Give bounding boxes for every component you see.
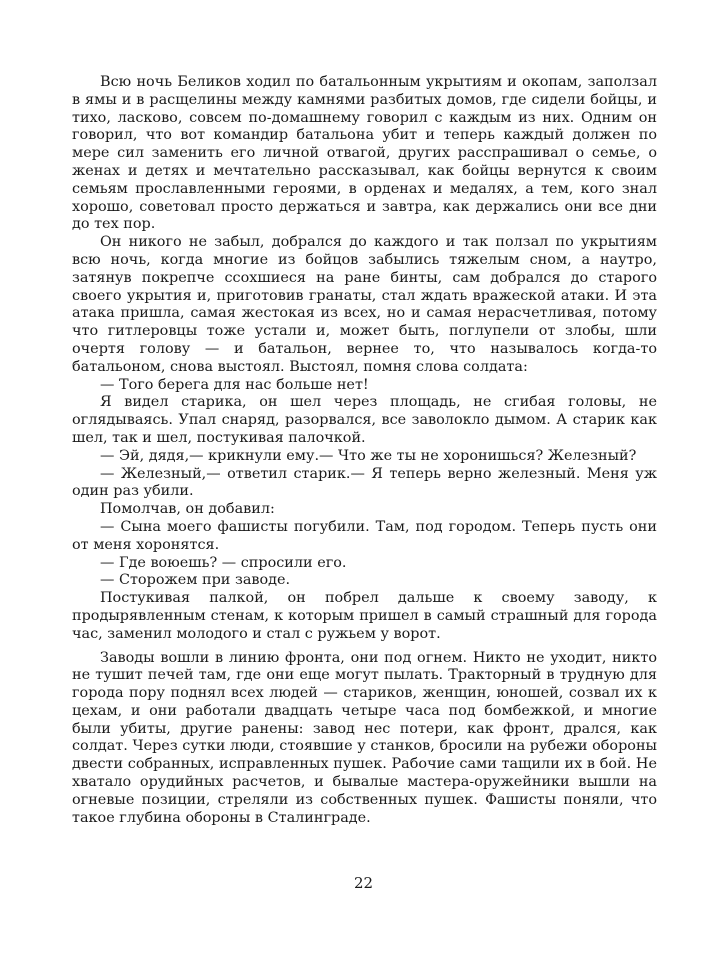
text-column: [72, 74, 657, 827]
paragraph: — Железный,— ответил старик.— Я теперь верно железный. Меня уж один раз убили.: [72, 465, 657, 500]
paragraph: — Где воюешь? — спросили его.: [100, 554, 347, 571]
paragraph: Постукивая палкой, он побрел дальше к своему заводу, к продырявленным стенам, к которым пришел в самый страшный для города час, заменил молодого и стал с ружьем у ворот.: [72, 590, 657, 642]
paragraph: — Сына моего фашисты погубили. Там, под городом. Теперь пусть они от меня хоронятся.: [72, 518, 657, 553]
paragraph: Помолчав, он добавил:: [100, 501, 275, 518]
paragraph: Всю ночь Беликов ходил по батальонным укрытиям и окопам, заползал в ямы и в расщелины между камнями разбитых домов, где сидели бойцы, и тихо, ласково, совсем по-домашнему говорил с каждым из них. Одним он говорил, что вот командир батальона убит и теперь каждый должен по мере сил заменить его личной отвагой, других расспрашивал о семье, о женах и детях и мечтательно рассказывал, как бойцы вернутся к своим семьям прославленными героями, в орденах и медалях, а тем, кого знал хорошо, советовал просто держаться и завтра, как держались они все дни до тех пор.: [72, 74, 657, 233]
paragraph: — Сторожем при заводе.: [100, 572, 291, 589]
paragraph: Заводы вошли в линию фронта, они под огнем. Никто не уходит, никто не тушит печей там, где они еще могут пылать. Тракторный в трудную для города пору поднял всех людей — стариков, женщин, юношей, созвал их к цехам, и они работали двадцать четыре часа под бомбежкой, и многие были убиты, другие ранены: завод нес потери, как фронт, дрался, как солдат. Через сутки люди, стоявшие у станков, бросили на рубежи обороны двести собранных, исправленных пушек. Рабочие сами тащили их в бой. Не хватало орудийных расчетов, и бывалые мастера-оружейники вышли на огневые позиции, стреляли из собственных пушек. Фашисты поняли, что такое глубина обороны в Сталинграде.: [72, 649, 657, 826]
page-body: [72, 74, 657, 827]
paragraph: Я видел старика, он шел через площадь, не сгибая головы, не оглядываясь. Упал снаряд, разорвался, все заволокло дымом. А старик как шел, так и шел, постукивая палочкой.: [72, 394, 657, 446]
paragraph: — Эй, дядя,— крикнули ему.— Что же ты не хоронишься? Железный?: [100, 447, 637, 464]
paragraph: — Того берега для нас больше нет!: [100, 376, 369, 393]
page-number: 22: [353, 874, 374, 892]
paragraph: Он никого не забыл, добрался до каждого и так ползал по укрытиям всю ночь, когда многие из бойцов забылись тяжелым сном, а наутро, затянув покрепче ссохшиеся на ране бинты, сам добрался до старого своего укрытия и, приготовив гранаты, стал ждать вражеской атаки. И эта атака пришла, самая жестокая из всех, но и самая нерасчетливая, потому что гитлеровцы тоже устали и, может быть, поглупели от злобы, шли очертя голову — и батальон, вернее то, что называлось когда-то батальоном, снова выстоял. Выстоял, помня слова солдата:: [72, 234, 657, 375]
